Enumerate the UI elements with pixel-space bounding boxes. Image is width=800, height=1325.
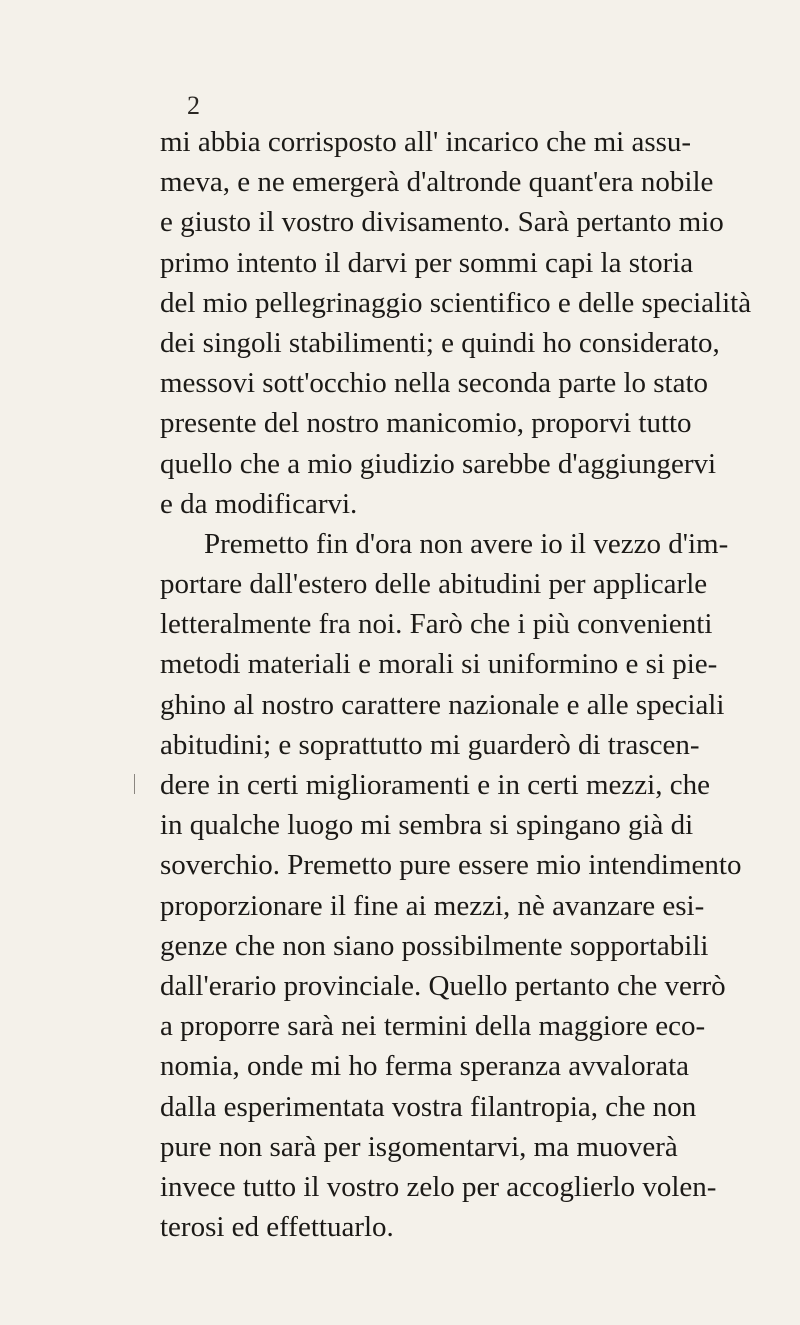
text-line: terosi ed effettuarlo. — [160, 1211, 394, 1244]
text-line: a proporre sarà nei termini della maggiore eco- — [160, 1010, 706, 1043]
text-line: mi abbia corrisposto all' incarico che mi assu- — [160, 126, 692, 158]
text-line: proporzionare il fine ai mezzi, nè avanzare esi- — [160, 889, 705, 922]
text-line: in qualche luogo mi sembra si spingano già di — [160, 809, 694, 842]
body-text — [160, 122, 752, 1247]
text-line: Premetto fin d'ora non avere io il vezzo d'im- — [204, 527, 729, 560]
margin-mark — [134, 774, 135, 794]
text-line: abitudini; e soprattutto mi guarderò di trascen- — [160, 728, 700, 761]
text-line: dalla esperimentata vostra filantropia, che non — [160, 1090, 697, 1123]
text-line: metodi materiali e morali si uniformino e si pie- — [160, 648, 718, 681]
page-number: 2 — [187, 91, 200, 120]
text-line: primo intento il darvi per sommi capi la storia — [160, 246, 694, 279]
text-line: genze che non siano possibilmente sopportabili — [160, 929, 709, 962]
text-line: dere in certi miglioramenti e in certi mezzi, che — [160, 769, 710, 801]
text-line: quello che a mio giudizio sarebbe d'aggiungervi — [160, 447, 717, 480]
text-line: e da modificarvi. — [160, 487, 358, 520]
text-line: e giusto il vostro divisamento. Sarà pertanto mio — [160, 206, 724, 239]
text-line: portare dall'estero delle abitudini per applicarle — [160, 568, 708, 601]
text-line: messovi sott'occhio nella seconda parte lo stato — [160, 367, 709, 400]
text-line: del mio pellegrinaggio scientifico e delle specialità — [160, 286, 752, 319]
text-line: soverchio. Premetto pure essere mio intendimento — [160, 849, 742, 882]
text-line: nomia, onde mi ho ferma speranza avvalorata — [160, 1050, 690, 1083]
text-line: invece tutto il vostro zelo per accoglierlo volen- — [160, 1170, 717, 1203]
text-line: pure non sarà per isgomentarvi, ma muoverà — [160, 1130, 678, 1163]
text-line: meva, e ne emergerà d'altronde quant'era nobile — [160, 166, 714, 199]
text-line: dall'erario provinciale. Quello pertanto che verrò — [160, 969, 726, 1002]
text-line: presente del nostro manicomio, proporvi tutto — [160, 407, 692, 440]
text-line: ghino al nostro carattere nazionale e alle speciali — [160, 688, 725, 721]
text-line: letteralmente fra noi. Farò che i più convenienti — [160, 608, 713, 641]
text-line: dei singoli stabilimenti; e quindi ho considerato, — [160, 326, 720, 359]
